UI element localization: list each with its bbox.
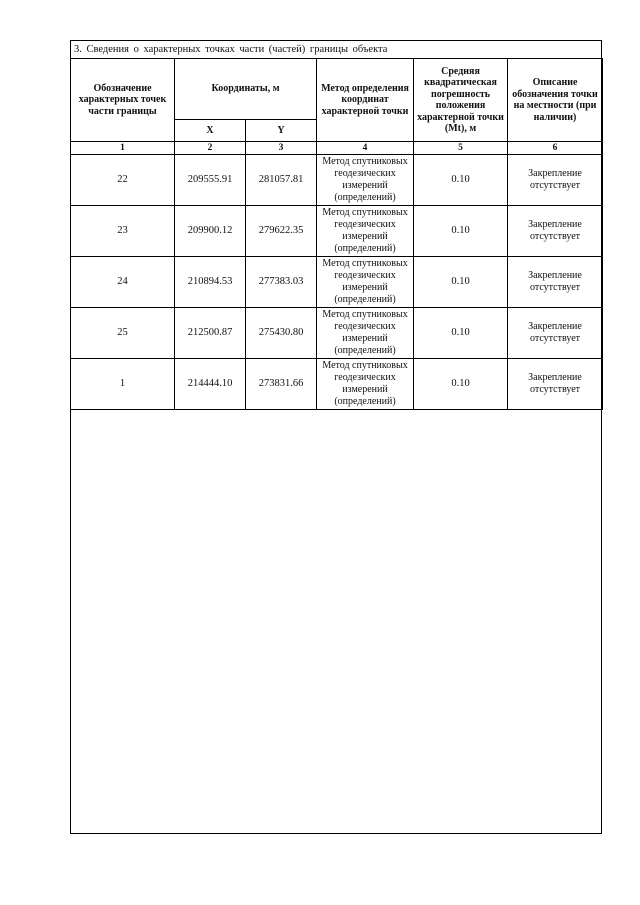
error-value: 0.10 xyxy=(414,257,508,308)
error-value: 0.10 xyxy=(414,308,508,359)
column-number: 1 xyxy=(71,142,175,155)
point-description: Закрепление отсутствует xyxy=(508,308,603,359)
document-frame xyxy=(70,40,602,834)
points-table xyxy=(70,58,603,410)
coord-y: 279622.35 xyxy=(246,206,317,257)
error-value: 0.10 xyxy=(414,206,508,257)
error-value: 0.10 xyxy=(414,359,508,410)
method: Метод спутниковых геодезических измерений (определений) xyxy=(317,155,414,206)
point-description: Закрепление отсутствует xyxy=(508,206,603,257)
coord-y: 277383.03 xyxy=(246,257,317,308)
coord-x: 212500.87 xyxy=(175,308,246,359)
point-description: Закрепление отсутствует xyxy=(508,257,603,308)
header-error: Средняя квадратическая погрешность положения характерной точки (Mt), м xyxy=(414,59,508,142)
coord-y: 273831.66 xyxy=(246,359,317,410)
header-y: Y xyxy=(246,120,317,142)
point-id: 25 xyxy=(71,308,175,359)
method: Метод спутниковых геодезических измерений (определений) xyxy=(317,308,414,359)
section-title: 3. Сведения о характерных точках части (частей) границы объекта xyxy=(71,41,601,59)
header-row-1 xyxy=(71,59,603,120)
point-description: Закрепление отсутствует xyxy=(508,155,603,206)
point-id: 23 xyxy=(71,206,175,257)
point-id: 22 xyxy=(71,155,175,206)
coord-x: 210894.53 xyxy=(175,257,246,308)
column-number: 5 xyxy=(414,142,508,155)
coord-y: 281057.81 xyxy=(246,155,317,206)
header-coordinates: Координаты, м xyxy=(175,59,317,120)
point-id: 1 xyxy=(71,359,175,410)
method: Метод спутниковых геодезических измерений (определений) xyxy=(317,359,414,410)
method: Метод спутниковых геодезических измерений (определений) xyxy=(317,257,414,308)
table-row xyxy=(71,359,603,410)
coord-x: 214444.10 xyxy=(175,359,246,410)
table-row xyxy=(71,155,603,206)
header-point-designation: Обозначение характерных точек части границы xyxy=(71,59,175,142)
coord-x: 209900.12 xyxy=(175,206,246,257)
coord-y: 275430.80 xyxy=(246,308,317,359)
table-row xyxy=(71,308,603,359)
column-number: 2 xyxy=(175,142,246,155)
point-id: 24 xyxy=(71,257,175,308)
error-value: 0.10 xyxy=(414,155,508,206)
header-x: X xyxy=(175,120,246,142)
column-number: 3 xyxy=(246,142,317,155)
coord-x: 209555.91 xyxy=(175,155,246,206)
table-row xyxy=(71,257,603,308)
column-number: 4 xyxy=(317,142,414,155)
column-numbers-row xyxy=(71,142,603,155)
method: Метод спутниковых геодезических измерений (определений) xyxy=(317,206,414,257)
column-number: 6 xyxy=(508,142,603,155)
point-description: Закрепление отсутствует xyxy=(508,359,603,410)
table-row xyxy=(71,206,603,257)
header-method: Метод определения координат характерной точки xyxy=(317,59,414,142)
header-description: Описание обозначения точки на местности (при наличии) xyxy=(508,59,603,142)
